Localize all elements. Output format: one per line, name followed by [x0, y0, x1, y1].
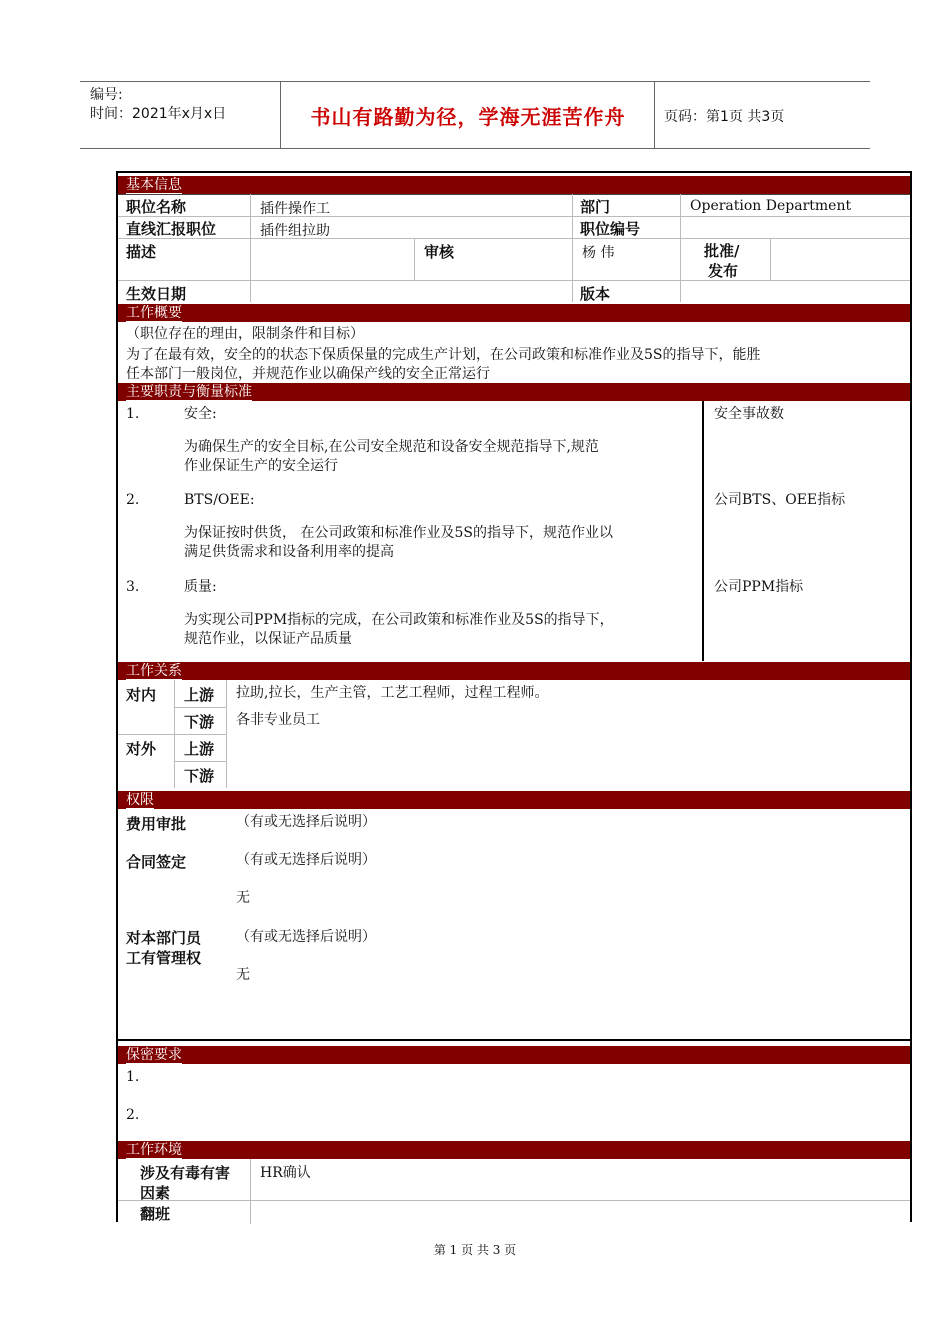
report-to-value: 插件组拉助: [260, 223, 330, 239]
section-header-basic-info: 基本信息: [118, 176, 910, 194]
contract-value: 无: [236, 890, 250, 906]
hazard-value: HR确认: [260, 1165, 311, 1181]
duties-divider: [702, 401, 704, 661]
confidential-item: 2.: [126, 1107, 140, 1123]
upstream-label: 上游: [184, 740, 215, 758]
row-divider: [118, 734, 226, 735]
column-divider: [572, 194, 573, 302]
column-divider: [250, 1159, 251, 1224]
section-header-relations: 工作关系: [118, 662, 910, 680]
duty-measure: 公司PPM指标: [714, 579, 804, 595]
upstream-label: 上游: [184, 686, 215, 704]
duty-description: 为确保生产的安全目标,在公司安全规范和设备安全规范指导下,规范: [184, 439, 599, 455]
duty-description: 满足供货需求和设备利用率的提高: [184, 544, 394, 560]
summary-text-line: 为了在最有效，安全的的状态下保质保量的完成生产计划，在公司政策和标准作业及5S的指导下，能胜: [126, 347, 761, 363]
header-divider: [280, 82, 281, 149]
effective-date-label: 生效日期: [126, 285, 187, 303]
staff-authority-note: （有或无选择后说明）: [236, 929, 376, 945]
row-divider: [118, 238, 910, 239]
description-label: 描述: [126, 243, 157, 261]
duty-description: 作业保证生产的安全运行: [184, 458, 338, 474]
column-divider: [226, 680, 227, 788]
row-divider: [174, 707, 226, 708]
document-number-label: 编号:: [90, 87, 123, 103]
job-title-label: 职位名称: [126, 198, 187, 216]
duty-measure: 安全事故数: [714, 406, 784, 422]
expense-approval-label: 费用审批: [126, 815, 187, 833]
duty-title: 质量:: [184, 579, 217, 595]
internal-label: 对内: [126, 686, 157, 704]
contract-label: 合同签定: [126, 853, 187, 871]
expense-approval-note: （有或无选择后说明）: [236, 814, 376, 830]
duty-title: 安全:: [184, 406, 217, 422]
contract-note: （有或无选择后说明）: [236, 852, 376, 868]
page-footer: 第 1 页 共 3 页: [433, 1243, 517, 1257]
approve-label: 批准/ 发布: [704, 242, 740, 280]
header-motto: 书山有路勤为径，学海无涯苦作舟: [310, 105, 626, 129]
column-divider: [770, 238, 771, 280]
job-title-value: 插件操作工: [260, 201, 330, 217]
row-divider: [118, 1200, 910, 1201]
hazard-label: 涉及有毒有害 因素: [140, 1164, 231, 1202]
header-page-number: 页码：第1页 共3页: [664, 108, 785, 125]
downstream-label: 下游: [184, 713, 215, 731]
staff-authority-label: 对本部门员 工有管理权: [126, 929, 202, 967]
version-label: 版本: [580, 285, 611, 303]
section-header-job-summary: 工作概要: [118, 304, 910, 322]
row-divider: [118, 280, 910, 281]
row-divider: [174, 761, 226, 762]
section-header-confidentiality: 保密要求: [118, 1046, 910, 1064]
document-time-label: 时间：2021年x月x日: [90, 106, 227, 122]
section-header-duties: 主要职责与衡量标准: [118, 383, 910, 401]
staff-authority-value: 无: [236, 967, 250, 983]
internal-downstream-value: 各非专业员工: [236, 712, 320, 728]
header-divider: [654, 82, 655, 149]
internal-upstream-value: 拉助,拉长，生产主管，工艺工程师，过程工程师。: [236, 685, 549, 701]
duty-measure: 公司BTS、OEE指标: [714, 492, 846, 508]
summary-note: （职位存在的理由，限制条件和目标）: [126, 326, 364, 342]
downstream-label: 下游: [184, 767, 215, 785]
summary-text-line: 任本部门一般岗位，并规范作业以确保产线的安全正常运行: [126, 366, 490, 382]
job-description-form: 基本信息 职位名称 插件操作工 部门 Operation Department 直线汇报职位 插件组拉助 职位编号 描述 审核 杨 伟 批准/ 发布 生效日期 版本 工作概要 （职位存在的理由，限制条件和目标） 为了在最有效，安全的的状态下保质保量的完成生产计划，在公司政策和标准作业及5S的指导下，能胜 任本部门一般岗位，并规范作业以确保产线的安全正常运行 主要职责与衡量标准 1. 安全: 为确保生产的安全目标,在公司安全规范和设备安全规范指导下,规范 作业保证生产的安全运行 安全事故数 2. BTS/OEE: 为保证按时供货， 在公司政策和标准作业及5S的指导下，规范作业以 满足供货需求和设备利用率的提高 公司BTS、OEE指标 3. 质量: 为实现公司PPM指标的完成，在公司政策和标准作业及5S的指导下， 规范作业，以保证产品质量 公司PPM指标 工作关系 对内 上游 拉助,拉长，生产主管，工艺工程师，过程工程师。 下游 各非专业员工 对外 上游 下游 权限 费用审批 （有或无选择后说明） 合同签定 （有或无选择后说明） 无 对本部门员 工有管理权 （有或无选择后说明） 无 保密要求 1. 2. 工作环境 涉及有毒有害 因素 HR确认 翻班: [116, 171, 912, 1222]
department-value: Operation Department: [690, 198, 852, 214]
duty-title: BTS/OEE:: [184, 492, 255, 508]
column-divider: [250, 194, 251, 302]
shift-label: 翻班: [140, 1205, 171, 1223]
section-divider: [118, 1039, 910, 1041]
confidential-item: 1.: [126, 1069, 140, 1085]
column-divider: [680, 194, 681, 302]
duty-description: 为保证按时供货， 在公司政策和标准作业及5S的指导下，规范作业以: [184, 525, 613, 541]
review-label: 审核: [424, 243, 455, 261]
report-to-label: 直线汇报职位: [126, 220, 217, 238]
header-meta: [90, 86, 280, 124]
department-label: 部门: [580, 198, 611, 216]
row-divider: [118, 216, 910, 217]
duty-description: 规范作业，以保证产品质量: [184, 631, 352, 647]
duty-description: 为实现公司PPM指标的完成，在公司政策和标准作业及5S的指导下，: [184, 612, 614, 628]
job-code-label: 职位编号: [580, 220, 641, 238]
row-divider: [118, 194, 910, 195]
section-header-authority: 权限: [118, 791, 910, 809]
document-header: [80, 81, 870, 149]
external-label: 对外: [126, 740, 157, 758]
review-value: 杨 伟: [582, 245, 615, 261]
section-header-environment: 工作环境: [118, 1141, 910, 1159]
column-divider: [414, 238, 415, 280]
